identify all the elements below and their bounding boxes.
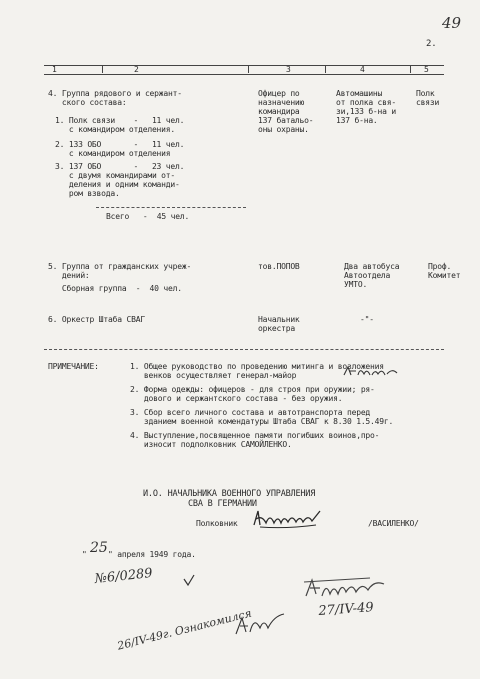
section4-item: деления и одним команди- [55,180,180,189]
section4-col3: командира [258,107,300,116]
signature-rank: Полковник [196,519,238,528]
check-mark-icon [182,573,196,587]
section5-col5: Проф. [428,262,452,271]
note-item: дового и сержантского состава - без оружия. [130,394,343,403]
section5-col3: тов.ПОПОВ [258,262,300,271]
col-divider [410,66,411,73]
section4-item: с двумя командирами от- [55,171,176,180]
total-divider [96,207,246,208]
section4-col5: связи [416,98,440,107]
handwritten-scribble-signature [300,574,390,604]
note-item: 1. Общее руководство по проведению митинга и возложения [130,362,384,371]
note-item: 3. Сбор всего личного состава и автотранспорта перед [130,408,371,417]
signature-name: /ВАСИЛЕНКО/ [368,519,419,528]
section6-col3: Начальник [258,315,300,324]
column-number: 1 [52,65,57,74]
section4-total: Всего - 45 чел. [106,212,190,221]
section4-item: ром взвода. [55,189,120,198]
note-item: венков осуществляет генерал-майор [130,371,297,380]
section6-col3: оркестра [258,324,295,333]
handwritten-date-note: 27/IV-49 [318,600,375,619]
note-item: зданием военной комендатуры Штаба СВАГ к 8.30 1.5.49г. [130,417,394,426]
date-open-quote: " [82,550,87,559]
page-number: 2. [426,39,437,49]
section5-col4: Два автобуса [344,262,400,271]
section6-col4: -"- [360,315,374,324]
signature-title: СВА В ГЕРМАНИИ [188,499,257,509]
section4-item: 1. Полк связи - 11 чел. [55,116,185,125]
section4-col4: от полка свя- [336,98,397,107]
section4-col4: зи,133 б-на и [336,107,397,116]
handwritten-acknowledgment: 26/IV-49г. Ознакомился [116,606,253,653]
header-top-rule [44,65,444,66]
section4-col3: 137 батальо- [258,116,314,125]
col-divider [325,66,326,73]
col-divider [248,66,249,73]
section5-title: 5. Группа от гражданских учреж- [48,262,192,271]
section5-col5: Комитет [428,271,461,280]
notes-divider [44,349,444,350]
section5-sub: Сборная группа - 40 чел. [48,284,182,293]
section5-title: дений: [48,271,90,280]
column-number: 5 [424,65,429,74]
column-number: 2 [134,65,139,74]
handwritten-signature [250,505,324,531]
section4-col3: Офицер по [258,89,300,98]
note-item: 4. Выступление,посвященное памяти погибших воинов,про- [130,431,380,440]
handwritten-page-number: 49 [442,14,462,32]
section4-col3: назначению [258,98,305,107]
note-item: 2. Форма одежды: офицеров - для строя при оружии; ря- [130,385,375,394]
section6-title: 6. Оркестр Штаба СВАГ [48,315,145,324]
section4-title: ского состава: [48,98,127,107]
section4-item: с командиром отделения [55,149,171,158]
column-number: 4 [360,65,365,74]
section4-col4: 137 б-на. [336,116,378,125]
section4-col4: Автомашины [336,89,383,98]
header-bottom-rule [44,74,444,75]
section4-col3: оны охраны. [258,125,309,134]
handwritten-general-name-scribble [342,365,400,379]
column-number: 3 [286,65,291,74]
handwritten-initials [232,610,288,638]
section4-item: 2. 133 ОБО - 11 чел. [55,140,185,149]
notes-label: ПРИМЕЧАНИЕ: [48,362,99,371]
note-item: износит подполковник САМОЙЛЕНКО. [130,440,292,449]
handwritten-reference: №6/0289 [94,565,154,587]
signature-title: И.О. НАЧАЛЬНИКА ВОЕННОГО УПРАВЛЕНИЯ [143,489,316,499]
section4-title: 4. Группа рядового и сержант- [48,89,182,98]
date-text: " апреля 1949 года. [108,550,196,559]
section4-item: с командиром отделения. [55,125,176,134]
section5-col4: Автоотдела [344,271,391,280]
section4-item: 3. 137 ОБО - 23 чел. [55,162,185,171]
handwritten-day: 25 [90,540,108,556]
section4-col5: Полк [416,89,435,98]
section5-col4: УМТО. [344,280,368,289]
col-divider [102,66,103,73]
